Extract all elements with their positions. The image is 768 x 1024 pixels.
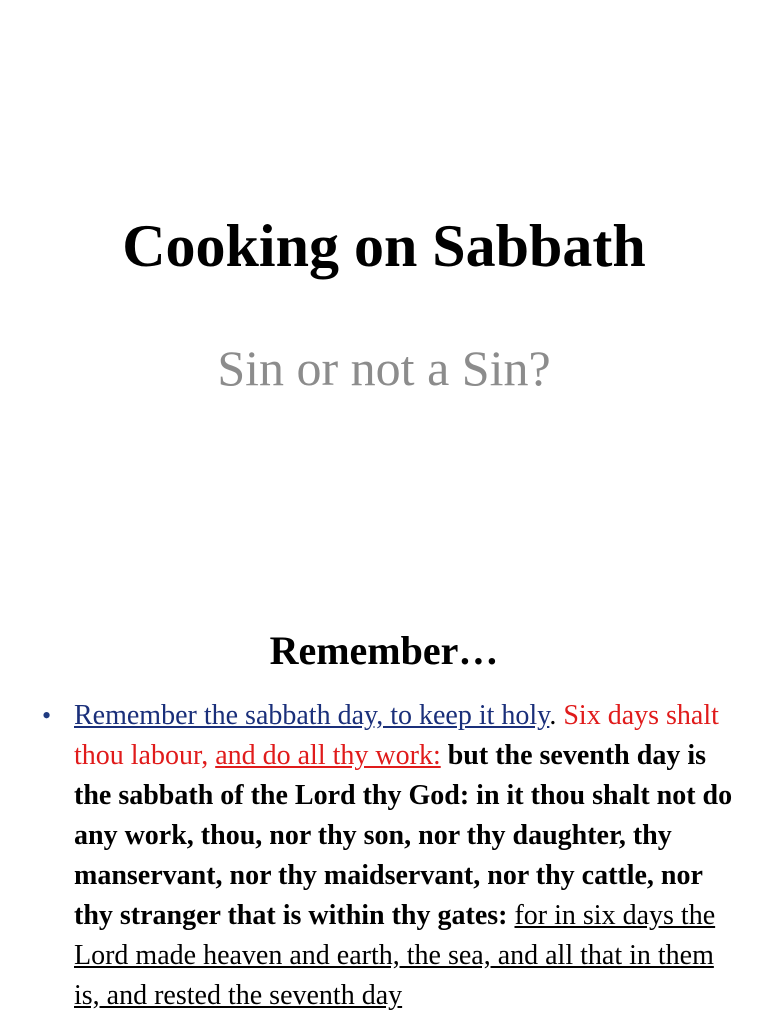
verse-segment-six-days-creation: for in six days the Lord made heaven and earth, the sea, and all that in them is, and rested the seventh day [74, 900, 716, 1011]
content-slide [0, 576, 768, 1024]
verse-segment-remember: Remember the sabbath day, to keep it holy [74, 700, 550, 731]
bullet-dot-icon: • [42, 701, 52, 730]
page-title: Cooking on Sabbath [122, 213, 646, 279]
verse-segment-do-all-work: and do all thy work: [215, 740, 441, 771]
verse-segment-period: . [549, 700, 557, 731]
bullet-item [40, 696, 740, 1016]
bullet-list [40, 696, 740, 1016]
verse-segment-six-days: Six days shalt thou labour, [74, 700, 719, 771]
verse-segment-seventh-day: but the seventh day is the sabbath of the Lord thy God: in it thou shalt not do any work, thou, nor thy son, nor thy daughter, thy manservant, nor thy maidservant, nor thy cattle, nor thy stranger that is within thy gates: [74, 740, 733, 931]
slide-heading: Remember… [269, 628, 499, 673]
page-subtitle: Sin or not a Sin? [217, 340, 551, 396]
